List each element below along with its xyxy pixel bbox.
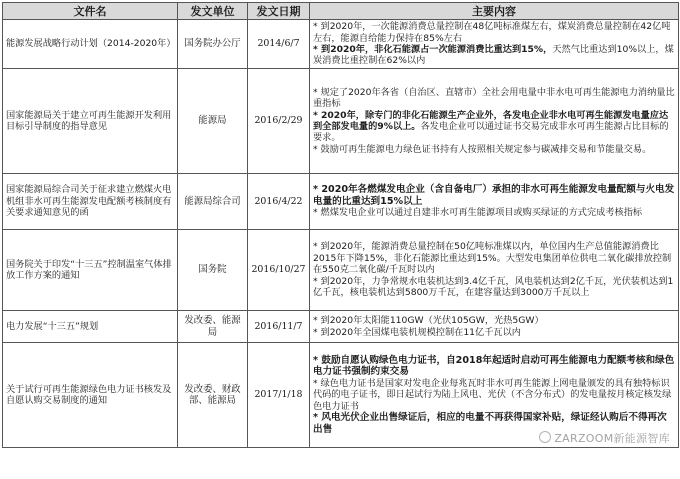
doc-name-cell: 电力发展“十三五”规划: [3, 311, 178, 343]
date-cell: 2016/11/7: [248, 311, 310, 343]
header-row: [3, 3, 679, 20]
content-line: * 到2020年，一次能源消费总量控制在48亿吨标准煤左右，煤炭消费总量控制在42亿吨左右，能源自给能力保持在85%左右: [313, 21, 671, 44]
content-line: * 到2020年全国煤电装机规模控制在11亿千瓦以内: [313, 326, 521, 338]
content-line: * 鼓励可再生能源电力绿色证书持有人按照相关规定参与碳减排交易和节能量交易。: [313, 143, 652, 155]
content-line: * 鼓励自愿认购绿色电力证书，自2018年起适时启动可再生能源电力配额考核和绿色电力证书强制约束交易: [313, 355, 675, 378]
table-row: [3, 311, 679, 343]
header-name: 文件名: [3, 3, 178, 20]
table-row: [3, 69, 679, 174]
content-bold-part: * 到2020年，非化石能源占一次能源消费比重达到15%，: [313, 44, 553, 55]
watermark-logo-icon: [539, 431, 551, 443]
content-rest-part: 天然气比重达到10%以上，煤炭消费比重控制在62%以内: [313, 44, 674, 67]
content-line: * 到2020年，能源消费总量控制在50亿吨标准煤以内，单位国内生产总值能源消费比2015年下降15%，非化石能源比重达到15%。大型发电集团单位供电二氧化碳排放控制在550克二氧化碳/千瓦时以内: [313, 241, 672, 276]
doc-name-cell: 国务院关于印发“十三五”控制温室气体排放工作方案的通知: [3, 230, 178, 311]
content-line: * 绿色电力证书是国家对发电企业每兆瓦时非水可再生能源上网电量颁发的具有独特标识代码的电子证书，即日起试行为陆上风电、光伏（不含分布式）的发电量按月核定核发绿色电力证书: [313, 377, 672, 412]
date-cell: 2017/1/18: [248, 343, 310, 448]
content-cell: [310, 69, 679, 174]
doc-name-cell: 国家能源局综合司关于征求建立燃煤火电机组非水可再生能源发电配额考核制度有关要求通知意见的函: [3, 174, 178, 230]
issuer-cell: 国务院办公厅: [178, 20, 248, 69]
date-cell: 2016/4/22: [248, 174, 310, 230]
issuer-cell: 能源局综合司: [178, 174, 248, 230]
doc-name-cell: 国家能源局关于建立可再生能源开发利用目标引导制度的指导意见: [3, 69, 178, 174]
table-row: [3, 174, 679, 230]
content-bold-part: * 2020年，除专门的非化石能源生产企业外，各发电企业非水电可再生能源发电量应达到全部发电量的9%以上。: [313, 109, 669, 132]
issuer-cell: 发改委、能源局: [178, 311, 248, 343]
content-line: * 规定了2020年各省（自治区、直辖市）全社会用电量中非水电可再生能源电力消纳量比重指标: [313, 86, 675, 110]
table-body: [3, 20, 679, 448]
policy-table: [2, 2, 679, 448]
content-cell: [310, 20, 679, 69]
content-line: [313, 44, 675, 67]
date-cell: 2016/10/27: [248, 230, 310, 311]
table-row: [3, 230, 679, 311]
watermark-text: ZARZOOM新能源智库: [554, 432, 670, 445]
table-row: [3, 20, 679, 69]
date-cell: 2016/2/29: [248, 69, 310, 174]
issuer-cell: 能源局: [178, 69, 248, 174]
content-line: * 到2020年，力争常规水电装机达到3.4亿千瓦，风电装机达到2亿千瓦，光伏装机达到1亿千瓦，核电装机达到5800万千瓦，在建容量达到3000万千瓦以上: [313, 275, 674, 299]
content-rest-part: 各发电企业可以通过证书交易完成非水可再生能源占比目标的要求。: [313, 121, 669, 144]
content-line: * 2020年各燃煤发电企业（含自备电厂）承担的非水可再生能源发电量配额与火电发电量的比重达到15%以上: [313, 184, 675, 207]
doc-name-cell: 关于试行可再生能源绿色电力证书核发及自愿认购交易制度的通知: [3, 343, 178, 448]
content-line: * 燃煤发电企业可以通过自建非水可再生能源项目或购买绿证的方式完成考核指标: [313, 207, 643, 219]
issuer-cell: 国务院: [178, 230, 248, 311]
content-cell: [310, 311, 679, 343]
content-cell: [310, 230, 679, 311]
header-unit: 发文单位: [178, 3, 248, 20]
content-line: [313, 110, 675, 144]
content-line: * 到2020年太阳能110GW（光伏105GW，光热5GW）: [313, 315, 544, 327]
watermark: [539, 430, 670, 446]
header-date: 发文日期: [248, 3, 310, 20]
date-cell: 2014/6/7: [248, 20, 310, 69]
content-line: * 风电光伏企业出售绿证后，相应的电量不再获得国家补贴，绿证经认购后不得再次出售: [313, 412, 667, 435]
issuer-cell: 发改委、财政部、能源局: [178, 343, 248, 448]
content-cell: [310, 174, 679, 230]
header-content: 主要内容: [310, 3, 679, 20]
doc-name-cell: 能源发展战略行动计划（2014-2020年）: [3, 20, 178, 69]
